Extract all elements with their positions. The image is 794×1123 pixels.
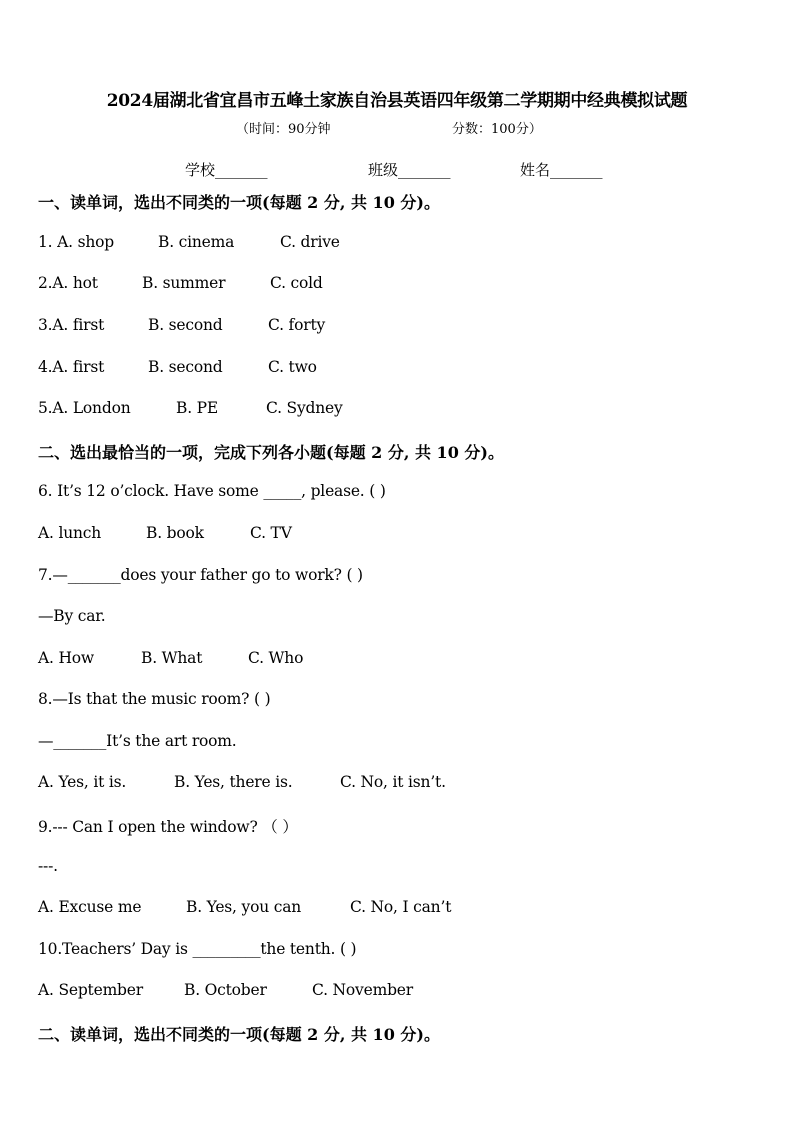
q7-option-c: C. Who	[248, 649, 304, 667]
q9-option-a: A. Excuse me	[38, 898, 142, 916]
q3-option-c: C. forty	[268, 316, 326, 334]
section-3-heading: 二、读单词，选出不同类的一项(每题 2 分, 共 10 分)。	[38, 1025, 440, 1044]
q8-option-b: B. Yes, there is.	[174, 773, 293, 791]
q10-option-a: A. September	[38, 981, 143, 999]
question-7-answer-line: —By car.	[38, 607, 106, 625]
exam-title: 2024届湖北省宜昌市五峰土家族自治县英语四年级第二学期期中经典模拟试题	[106, 91, 688, 111]
school-field: 学校_______	[185, 161, 268, 179]
q8-option-a: A. Yes, it is.	[38, 773, 127, 791]
q2-option-a: 2.A. hot	[38, 274, 98, 292]
q4-option-c: C. two	[268, 358, 317, 376]
exam-score: 分数：100分）	[452, 122, 542, 137]
q6-option-a: A. lunch	[38, 524, 102, 542]
q6-option-c: C. TV	[250, 524, 292, 542]
question-8-stem: 8.—Is that the music room? ( )	[38, 690, 271, 708]
q10-option-c: C. November	[312, 981, 413, 999]
section-2-heading: 二、选出最恰当的一项，完成下列各小题(每题 2 分, 共 10 分)。	[38, 443, 504, 462]
q3-option-a: 3.A. first	[38, 316, 105, 334]
question-10-stem: 10.Teachers’ Day is _________the tenth. ( )	[38, 940, 357, 958]
q2-option-c: C. cold	[270, 274, 323, 292]
q3-option-b: B. second	[148, 316, 223, 334]
q8-option-c: C. No, it isn’t.	[340, 773, 446, 791]
q1-option-b: B. cinema	[158, 233, 235, 251]
question-6-stem: 6. It’s 12 o’clock. Have some _____, please. ( )	[38, 482, 386, 500]
question-8-answer-line: —_______It’s the art room.	[38, 732, 237, 750]
q9-option-c: C. No, I can’t	[350, 898, 452, 916]
q10-option-b: B. October	[184, 981, 267, 999]
class-field: 班级_______	[368, 161, 451, 179]
question-7-stem: 7.—_______does your father go to work? ( )	[38, 566, 363, 584]
name-field: 姓名_______	[520, 161, 603, 179]
q4-option-b: B. second	[148, 358, 223, 376]
q2-option-b: B. summer	[142, 274, 226, 292]
q7-option-a: A. How	[38, 649, 94, 667]
q1-option-c: C. drive	[280, 233, 340, 251]
q6-option-b: B. book	[146, 524, 204, 542]
q1-option-a: 1. A. shop	[38, 233, 114, 251]
q5-option-c: C. Sydney	[266, 399, 343, 417]
exam-time: （时间：90分钟	[236, 122, 331, 137]
q7-option-b: B. What	[141, 649, 203, 667]
q4-option-a: 4.A. first	[38, 358, 105, 376]
section-1-heading: 一、读单词，选出不同类的一项(每题 2 分, 共 10 分)。	[38, 193, 440, 212]
q5-option-a: 5.A. London	[38, 399, 131, 417]
question-9-stem: 9.--- Can I open the window? （ ）	[38, 818, 298, 836]
q5-option-b: B. PE	[176, 399, 218, 417]
q9-option-b: B. Yes, you can	[186, 898, 302, 916]
question-9-answer-line: ---.	[38, 857, 58, 875]
